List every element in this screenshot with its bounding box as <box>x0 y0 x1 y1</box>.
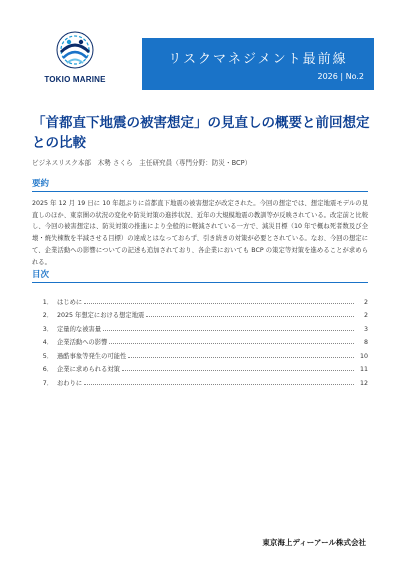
toc-heading: 目次 <box>32 268 368 283</box>
toc-leader <box>84 384 354 385</box>
toc-number: 3． <box>42 325 53 333</box>
toc-page: 2 <box>363 312 368 319</box>
document-title: 「首都直下地震の被害想定」の見直しの概要と前回想定との比較 <box>32 115 370 151</box>
toc-leader <box>128 357 354 358</box>
toc-item[interactable] <box>32 360 368 374</box>
toc-page: 2 <box>363 298 368 306</box>
toc-page: 3 <box>363 325 368 333</box>
toc-number: 7． <box>42 379 53 387</box>
toc-leader <box>122 370 354 371</box>
table-of-contents <box>32 292 368 387</box>
series-banner <box>142 38 374 90</box>
toc-label: 2025 年想定における想定地震 <box>57 312 145 319</box>
toc-leader <box>146 316 354 317</box>
toc-item[interactable] <box>32 292 368 306</box>
toc-page: 12 <box>359 379 368 387</box>
banner-title: リスクマネジメント最前線 <box>168 52 348 67</box>
abstract-heading: 要約 <box>32 177 368 192</box>
abstract-text: 2025 年 12 月 19 日に 10 年超ぶりに首都直下地震の被害想定が改定された。今回の想定では、想定地震モデルの見直しのほか、東京圏の状況の変化や防災対策の進捗状況、近年の大規模地震の教訓等が反映されている。改定前と比較し、今回の被害想定は、防災対策の推進により全般的に軽減されている一方で、減災目標（10 年で概ね死者数及び全壊・焼失棟数を半減させる目標）の達成とはなっておらず、引き続きの対策が必要とされている。なお、今回の想定にて、企業活動への影響についての記述も追加されており、各企業においても BCP の策定等対策を進めることが求められる。 <box>32 200 369 266</box>
toc-item[interactable] <box>32 306 368 320</box>
toc-number: 5． <box>42 352 53 360</box>
toc-label: おわりに <box>57 379 83 387</box>
toc-page: 11 <box>359 366 368 373</box>
toc-label: 企業に求められる対策 <box>57 366 120 373</box>
toc-item[interactable] <box>32 346 368 360</box>
toc-number: 4． <box>42 339 53 346</box>
toc-label: 企業活動への影響 <box>57 339 108 346</box>
toc-item[interactable] <box>32 319 368 333</box>
toc-item[interactable] <box>32 333 368 347</box>
toc-page: 10 <box>359 352 368 360</box>
footer-company: 東京海上ディーアール株式会社 <box>262 538 366 547</box>
toc-leader <box>109 343 354 344</box>
toc-number: 6． <box>42 366 53 373</box>
toc-page: 8 <box>363 339 368 346</box>
author-line: ビジネスリスク本部 木勢 さくら 主任研究員（専門分野：防災・BCP） <box>32 159 252 167</box>
toc-number: 1． <box>42 298 53 306</box>
toc-label: 過酷事象等発生の可能性 <box>57 352 127 360</box>
logo-text: TOKIO MARINE <box>44 75 106 84</box>
tokio-marine-logo <box>40 30 110 88</box>
banner-issue: 2026 | No.2 <box>317 72 364 81</box>
toc-label: 定量的な被害量 <box>57 325 102 333</box>
toc-number: 2． <box>42 312 53 319</box>
toc-leader <box>84 303 354 304</box>
toc-item[interactable] <box>32 373 368 387</box>
toc-label: はじめに <box>57 298 83 306</box>
globe-logo-icon <box>55 30 95 70</box>
toc-leader <box>103 330 354 331</box>
